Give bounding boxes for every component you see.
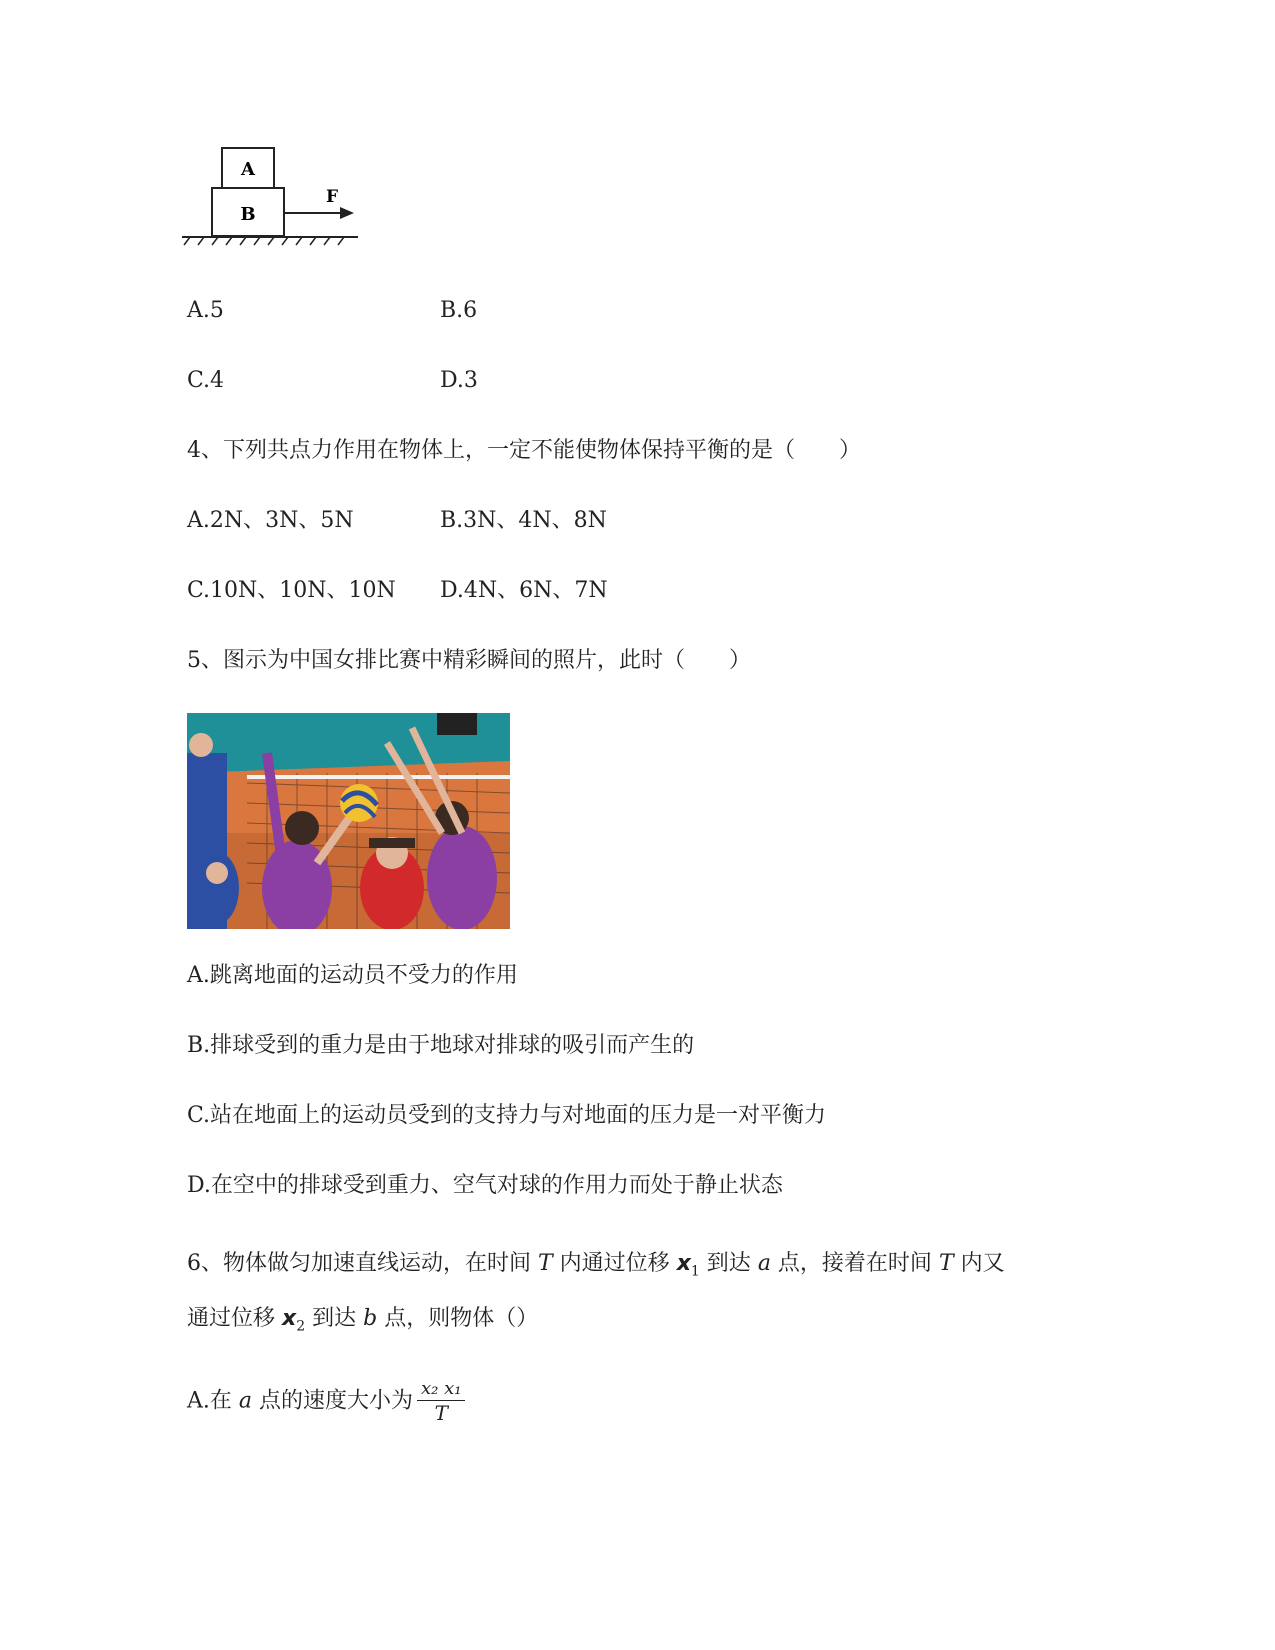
text-run: 在 xyxy=(209,1388,239,1414)
var-x: x xyxy=(676,1251,691,1276)
var-t: T xyxy=(538,1251,553,1276)
q3-option-b xyxy=(440,297,477,325)
q5-option-c xyxy=(187,1102,826,1130)
option-key: D. xyxy=(440,578,464,603)
q3-option-c xyxy=(187,367,224,395)
option-key: D. xyxy=(440,368,464,393)
option-text: 排球受到的重力是由于地球对排球的吸引而产生的 xyxy=(210,1033,695,1058)
text-run: 点的速度大小为 xyxy=(252,1388,414,1414)
option-key: B. xyxy=(440,298,464,323)
option-key: A. xyxy=(187,1388,210,1414)
option-text: 2N、3N、5N xyxy=(209,508,354,533)
option-text: 在空中的排球受到重力、空气对球的作用力而处于静止状态 xyxy=(210,1173,783,1198)
option-key: C. xyxy=(187,368,211,393)
option-text: 3N、4N、8N xyxy=(463,508,607,533)
block-b-label: B xyxy=(240,204,256,225)
option-key: B. xyxy=(440,508,464,533)
option-text: 跳离地面的运动员不受力的作用 xyxy=(209,963,518,988)
option-key: A. xyxy=(187,963,210,988)
volleyball-photo xyxy=(187,713,510,929)
subscript: 1 xyxy=(690,1263,700,1280)
text-run: 点，接着在时间 xyxy=(770,1251,939,1276)
q4-option-a xyxy=(187,507,354,535)
option-text: 4N、6N、7N xyxy=(463,578,608,603)
text-run: 6、物体做匀加速直线运动，在时间 xyxy=(187,1251,538,1276)
var-t: T xyxy=(938,1251,954,1276)
q4-option-d xyxy=(440,577,608,605)
q5-option-a xyxy=(187,962,518,990)
option-key: A. xyxy=(187,298,210,323)
q3-option-a xyxy=(187,297,224,325)
q6-option-a xyxy=(187,1378,465,1425)
q4-stem: 4、下列共点力作用在物体上，一定不能使物体保持平衡的是（ ） xyxy=(187,438,861,463)
q4-option-b xyxy=(440,507,607,535)
text-run: 到达 xyxy=(305,1306,364,1331)
q6-stem-line2 xyxy=(187,1305,538,1340)
force-label: F xyxy=(326,187,339,207)
text-run: 到达 xyxy=(699,1251,758,1276)
option-key: B. xyxy=(187,1033,211,1058)
text-run: 通过位移 xyxy=(187,1306,282,1331)
var-b: b xyxy=(363,1306,378,1331)
option-text: 6 xyxy=(463,298,478,323)
q3-option-d xyxy=(440,367,478,395)
option-key: C. xyxy=(187,1103,211,1128)
block-a-label: A xyxy=(241,159,255,180)
q5-option-d xyxy=(187,1172,783,1200)
option-text: 站在地面上的运动员受到的支持力与对地面的压力是一对平衡力 xyxy=(210,1103,827,1128)
fraction-numerator: x₂ x₁ xyxy=(417,1378,465,1401)
subscript: 2 xyxy=(296,1318,306,1335)
var-a: a xyxy=(238,1388,253,1414)
fraction-denominator: T xyxy=(434,1401,448,1425)
option-key: A. xyxy=(187,508,210,533)
force-arrowhead xyxy=(340,207,354,219)
q5-stem: 5、图示为中国女排比赛中精彩瞬间的照片，此时（ ） xyxy=(187,648,751,673)
option-text: 4 xyxy=(210,368,225,393)
option-key: C. xyxy=(187,578,211,603)
q4-option-c xyxy=(187,577,396,605)
option-text: 5 xyxy=(209,298,224,323)
velocity-fraction xyxy=(417,1378,465,1425)
var-x: x xyxy=(282,1306,297,1331)
text-run: 内通过位移 xyxy=(552,1251,677,1276)
var-a: a xyxy=(757,1251,771,1276)
option-text: 3 xyxy=(463,368,478,393)
q5-option-b xyxy=(187,1032,694,1060)
option-text: 10N、10N、10N xyxy=(210,578,396,603)
text-run: 内又 xyxy=(953,1251,1005,1276)
option-key: D. xyxy=(187,1173,211,1198)
text-run: 点，则物体（） xyxy=(377,1306,539,1331)
q6-stem-line1 xyxy=(187,1250,1005,1285)
block-force-diagram xyxy=(180,140,370,255)
ground-hatching xyxy=(184,237,344,245)
